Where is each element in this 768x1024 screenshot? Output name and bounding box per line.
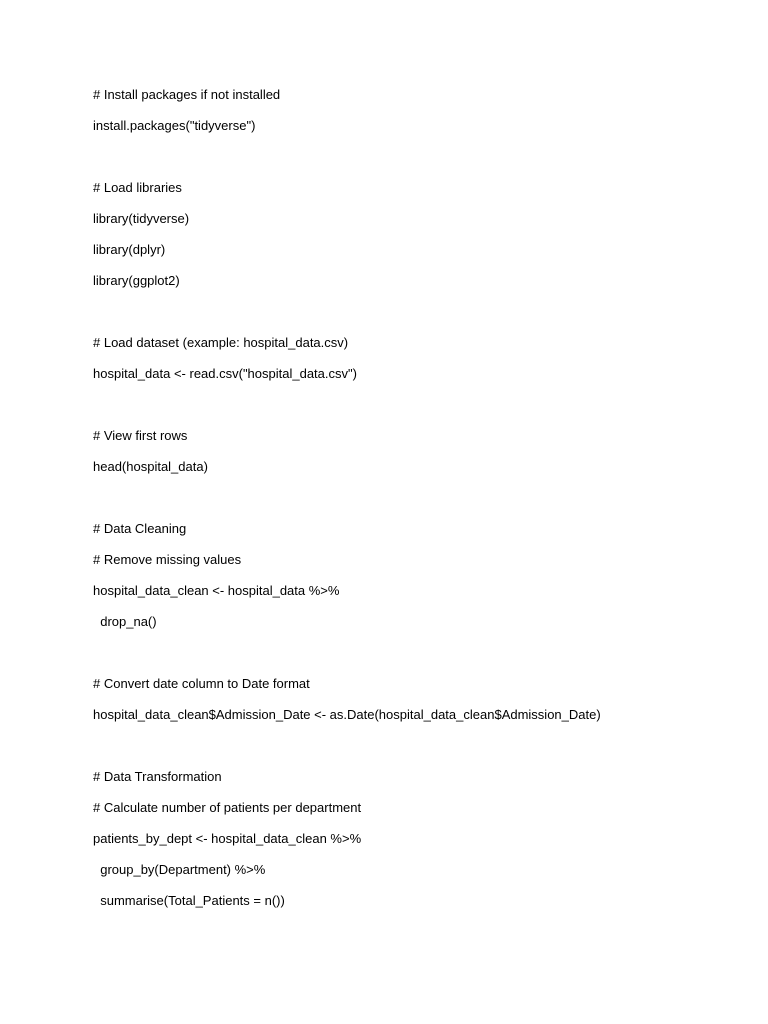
code-line: hospital_data_clean <- hospital_data %>% [93, 583, 340, 598]
comment-line: # Convert date column to Date format [93, 676, 310, 691]
blank-line [93, 737, 733, 768]
blank-line [93, 644, 733, 675]
code-line: library(tidyverse) [93, 211, 190, 226]
code-line: hospital_data_clean$Admission_Date <- as.Date(hospital_data_clean$Admission_Date) [93, 707, 601, 722]
comment-line: # Install packages if not installed [93, 87, 281, 102]
code-line: group_by(Department) %>% [93, 862, 266, 877]
document-body [93, 86, 733, 923]
code-line: library(ggplot2) [93, 273, 180, 288]
code-line: patients_by_dept <- hospital_data_clean %>% [93, 831, 362, 846]
comment-line: # Data Cleaning [93, 521, 187, 536]
blank-line [93, 148, 733, 179]
code-line: install.packages("tidyverse") [93, 118, 256, 133]
code-line: library(dplyr) [93, 242, 166, 257]
blank-line [93, 489, 733, 520]
comment-line: # Calculate number of patients per department [93, 800, 362, 815]
comment-line: # Load dataset (example: hospital_data.csv) [93, 335, 349, 350]
code-line: summarise(Total_Patients = n()) [93, 893, 285, 908]
blank-line [93, 303, 733, 334]
code-line: head(hospital_data) [93, 459, 208, 474]
code-line: drop_na() [93, 614, 157, 629]
code-line: hospital_data <- read.csv("hospital_data.csv") [93, 366, 357, 381]
comment-line: # Data Transformation [93, 769, 222, 784]
comment-line: # Remove missing values [93, 552, 242, 567]
comment-line: # Load libraries [93, 180, 182, 195]
comment-line: # View first rows [93, 428, 188, 443]
blank-line [93, 396, 733, 427]
